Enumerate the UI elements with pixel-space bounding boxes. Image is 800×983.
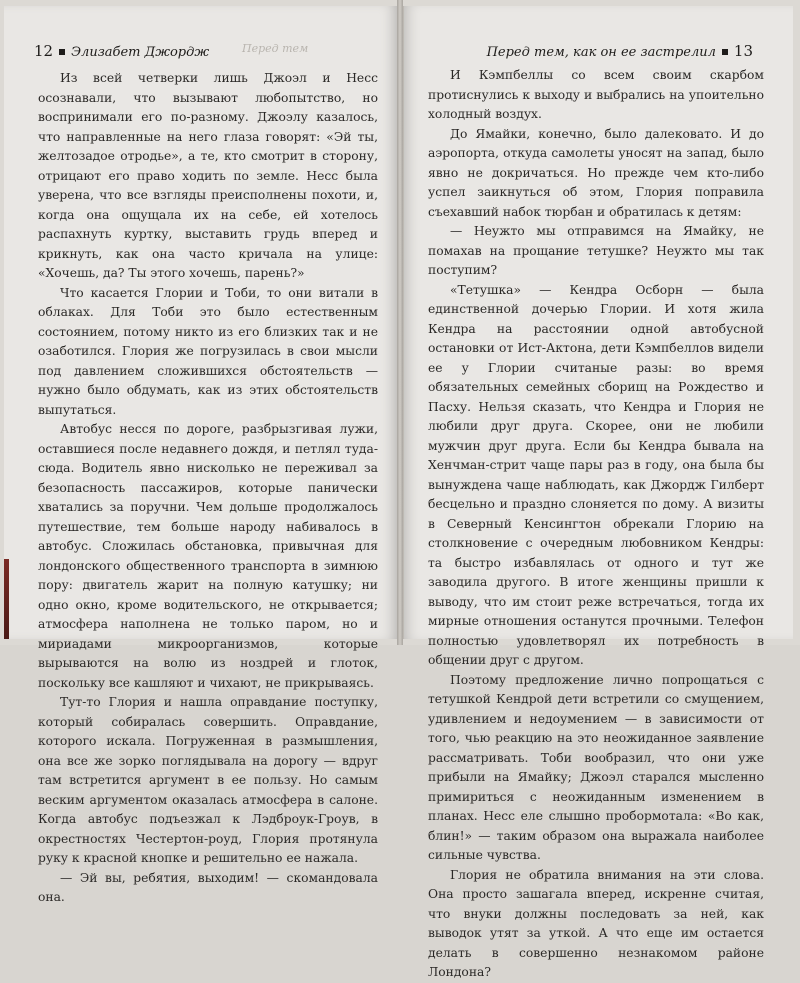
right-page-body <box>428 66 764 983</box>
paragraph: До Ямайки, конечно, было далековато. И до аэропорта, откуда самолеты уносят на запад, было явно не докричаться. Но прежде чем кто-либо успел заикнуться об этом, Глория поправила съехавший набок тюрбан и обратилась к детям: <box>428 126 764 219</box>
left-page-body <box>38 69 378 908</box>
square-bullet-icon <box>59 49 65 55</box>
paragraph: Глория не обратила внимания на эти слова. Она просто зашагала вперед, искренне считая, что внуки должны последовать за ней, как выводок утят за уткой. А что еще им остается делать в совершенно незнакомом районе Лондона? <box>428 867 764 979</box>
left-running-head <box>34 42 209 60</box>
right-page <box>403 6 793 979</box>
cover-edge <box>4 559 9 639</box>
paragraph: Из всей четверки лишь Джоэл и Несс осознавали, что вызывают любопытство, но воспринимали его по-разному. Джоэлу казалось, что направленные на него глаза говорят: «Эй ты, желтозадое отродье», а те, кто смотрит в сторону, отрицают его право ходить по земле. Несс была уверена, что все взгляды преисполнены похоти, и, когда она ощущала их на себе, ей хотелось распахнуть куртку, выставить грудь вперед и крикнуть, как она часто кричала на улице: «Хочешь, да? Ты этого хочешь, парень?» <box>38 71 378 280</box>
page-number-right: 13 <box>733 42 753 60</box>
paragraph: Тут-то Глория и нашла оправдание поступку, который собиралась совершить. Оправдание, которого искала. Погруженная в размышления, она все же зорко поглядывала на дорогу — вдруг там встретится аргумент в ее пользу. Но самым веским аргументом оказалась атмосфера в салоне. Когда автобус подъезжал к Лэдброук-Гроув, в окрестностях Честертон-роуд, Глория протянула руку к красной кнопке и решительно ее нажала. <box>38 695 378 865</box>
left-page <box>4 6 398 904</box>
page-number-left: 12 <box>34 42 54 60</box>
paragraph: И Кэмпбеллы со всем своим скарбом протиснулись к выходу и выбрались на упоительно холодный воздух. <box>428 68 764 121</box>
paragraph: Автобус несся по дороге, разбрызгивая лужи, оставшиеся после недавнего дождя, и петлял туда-сюда. Водитель явно нисколько не переживал за безопасность пассажиров, которые панически хватались за поручни. Чем дольше продолжалось путешествие, тем больше народу набивалось в автобус. Сложилась обстановка, привычная для лондонского общественного транспорта в зимнюю пору: двигатель жарит на полную катушку; ни одно окно, кроме водительского, не открывается; атмосфера наполнена не только паром, но и мириадами микроорганизмов, которые вырываются на волю из ноздрей и глоток, поскольку все кашляют и чихают, не прикрываясь. <box>38 422 378 690</box>
author-name: Элизабет Джордж <box>71 45 210 60</box>
paragraph: «Тетушка» — Кендра Осборн — была единственной дочерью Глории. И хотя жила Кендра на расстоянии одной автобусной остановки от Ист-Актона, дети Кэмпбеллов видели ее у Глории считаные разы: во время обязательных семейных сборищ на Рождество и Пасху. Нельзя сказать, что Кендра и Глория не любили друг друга. Скорее, они не любили мужчин друг друга. Если бы Кендра бывала на Хенчман-стрит чаще пары раз в году, она была бы вынуждена чаще наблюдать, как Джордж Гилберт бесцельно и праздно слоняется по дому. А визиты в Северный Кенсингтон обрекали Глорию на столкновение с очередным любовником Кендры: та быстро избавлялась от одного и тут же заводила другого. В итоге женщины пришли к выводу, что им стоит реже встречаться, тогда их мирные отношения останутся прочными. Телефон полностью удовлетворял их потребность в общении друг с другом. <box>428 282 764 667</box>
paragraph: — Эй вы, ребятия, выходим! — скомандовала она. <box>38 870 378 904</box>
paragraph: — Неужто мы отправимся на Ямайку, не помахав на прощание тетушке? Неужто мы так поступим? <box>428 224 764 277</box>
book-title: Перед тем, как он ее застрелил <box>486 45 716 60</box>
square-bullet-icon <box>722 49 728 55</box>
bleed-through-text: Перед тем <box>242 42 309 55</box>
paragraph: Поэтому предложение лично попрощаться с тетушкой Кендрой дети встретили со смущением, удивлением и недоумением — в зависимости от того, чью реакцию на это неожиданное заявление рассматривать. Тоби вообразил, что они уже прибыли на Ямайку; Джоэл старался мысленно примириться с неожиданным изменением в планах. Несс еле слышно пробормотала: «Во как, блин!» — таким образом она выражала наиболее сильные чувства. <box>428 672 764 862</box>
right-running-head <box>487 42 753 60</box>
paragraph: Что касается Глории и Тоби, то они витали в облаках. Для Тоби это было естественным состоянием, потому никто из его близких так и не озаботился. Глория же погрузилась в свои мысли под давлением сложившихся обстоятельств — нужно было обдумать, как из этих обстоятельств выпутаться. <box>38 285 378 417</box>
